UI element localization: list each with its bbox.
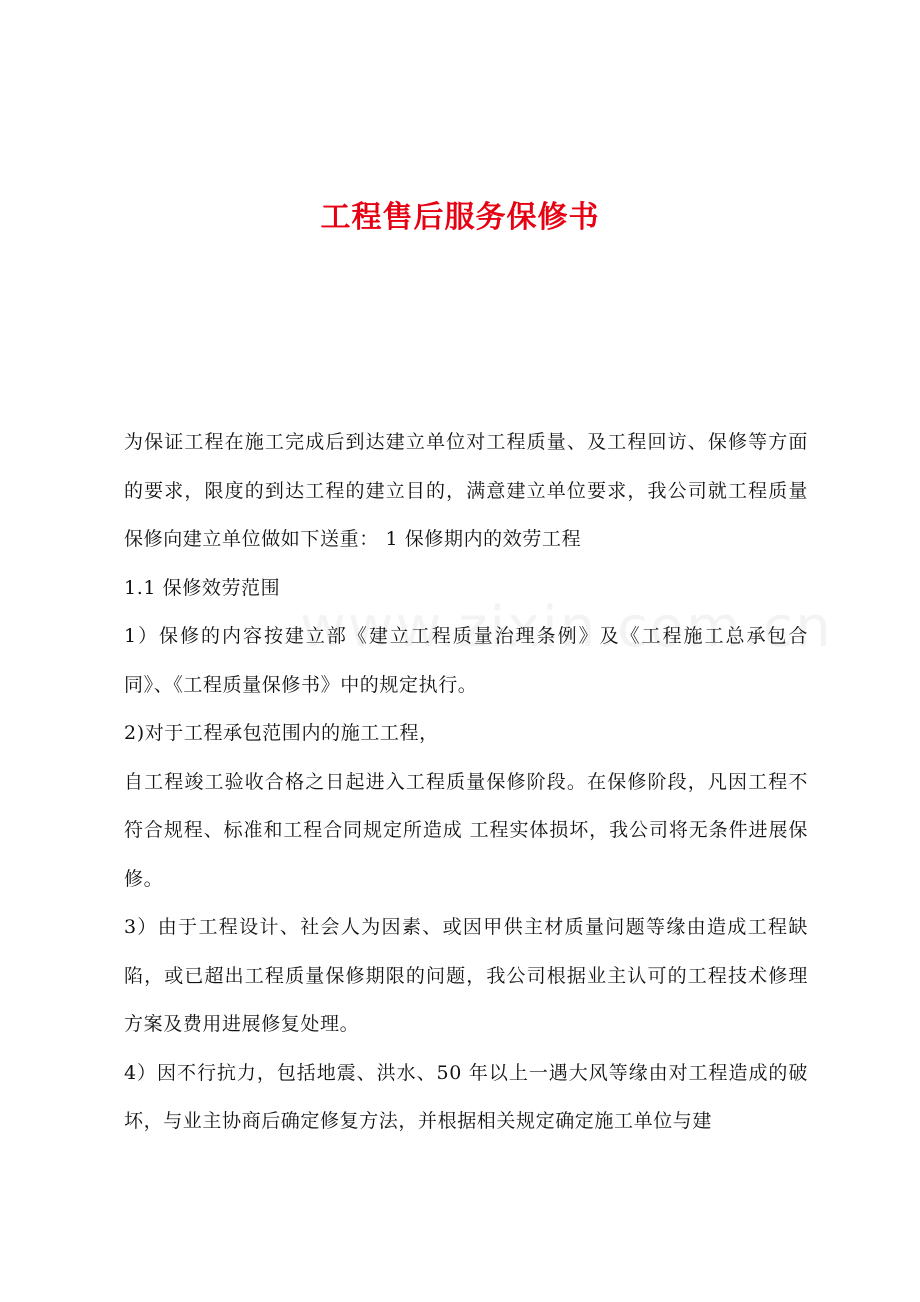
paragraph-intro: 为保证工程在施工完成后到达建立单位对工程质量、及工程回访、保修等方面的要求，限度的到达工程的建立目的，满意建立单位要求，我公司就工程质量保修向建立单位做如下送重： 1 保修期内的效劳工程 bbox=[124, 431, 808, 550]
document-title: 工程售后服务保修书 bbox=[320, 200, 600, 235]
paragraph-item-3: 3）由于工程设计、社会人为因素、或因甲供主材质量问题等缘由造成工程缺陷，或已超出工程质量保修期限的问题，我公司根据业主认可的工程技术修理方案及费用进展修复处理。 bbox=[124, 916, 808, 1035]
document-body bbox=[124, 418, 808, 1146]
paragraph-item-1: 1）保修的内容按建立部《建立工程质量治理条例》及《工程施工总承包合同》、《工程质量保修书》中的规定执行。 bbox=[124, 625, 808, 696]
paragraph-section-1-1: 1.1 保修效劳范围 bbox=[124, 576, 281, 599]
paragraph-item-4: 4）因不行抗力，包括地震、洪水、50 年以上一遇大风等缘由对工程造成的破坏，与业主协商后确定修复方法，并根据相关规定确定施工单位与建 bbox=[124, 1061, 808, 1132]
paragraph-item-2-detail: 自工程竣工验收合格之日起进入工程质量保修阶段。在保修阶段，凡因工程不符合规程、标准和工程合同规定所造成 工程实体损坏，我公司将无条件进展保修。 bbox=[124, 770, 808, 890]
paragraph-item-2: 2)对于工程承包范围内的施工工程， bbox=[124, 722, 439, 744]
